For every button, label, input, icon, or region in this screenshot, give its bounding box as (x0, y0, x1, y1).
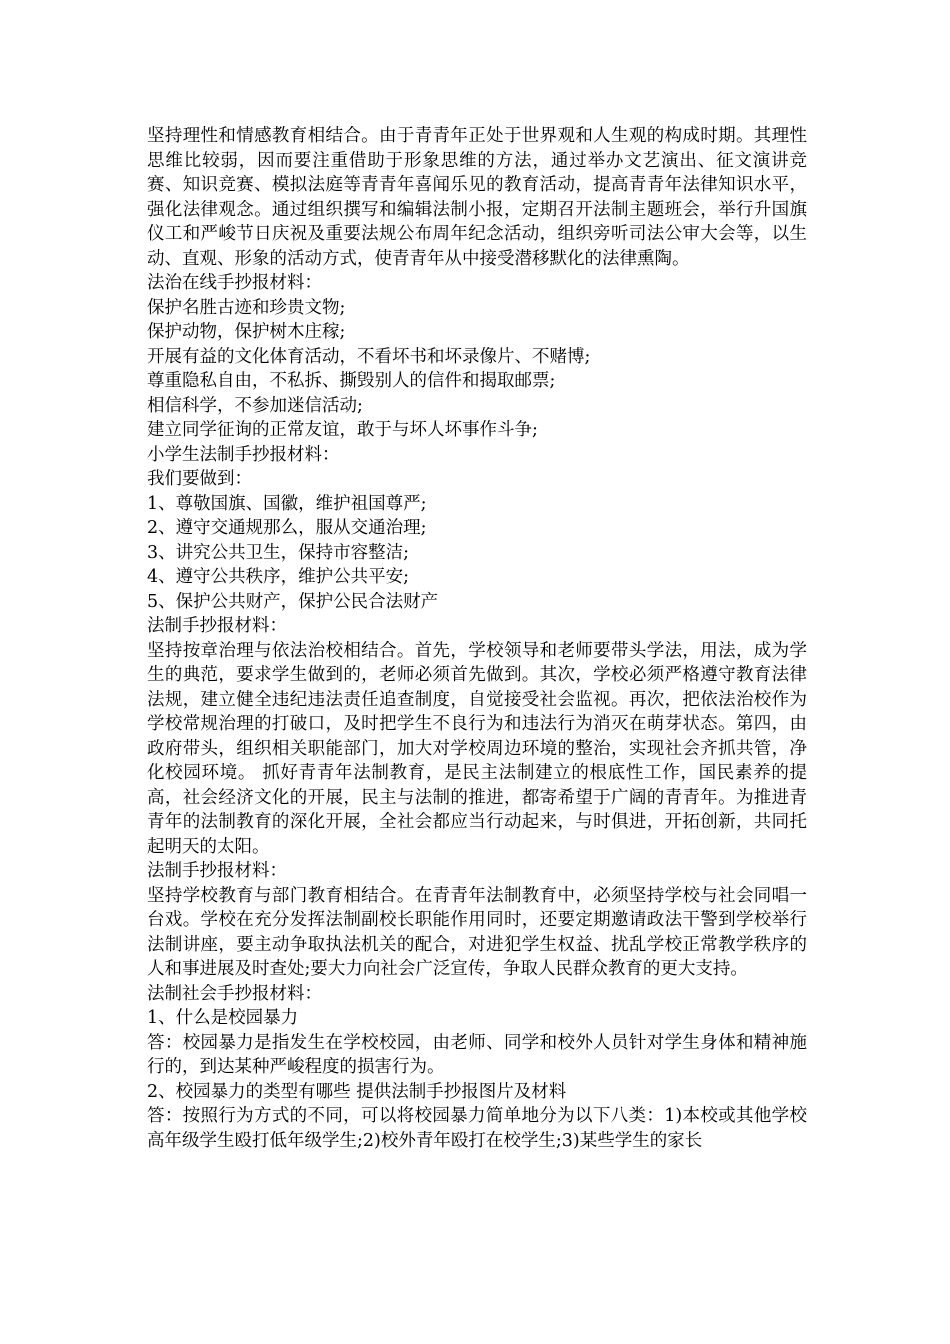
list-item: 4、遵守公共秩序，维护公共平安; (147, 567, 410, 587)
document-body (147, 124, 807, 1153)
heading-pupil-legal-material: 小学生法制手抄报材料： (147, 444, 340, 465)
list-item: 相信科学，不参加迷信活动; (147, 395, 363, 416)
list-item: 5、保护公共财产，保护公民合法财产 (147, 591, 439, 612)
list-item: 2、遵守交通规那么，服从交通治理; (147, 518, 427, 538)
list-item: 保护名胜古迹和珍贵文物; (147, 297, 346, 318)
list-item: 尊重隐私自由，不私拆、撕毁别人的信件和揭取邮票; (147, 371, 556, 391)
question-heading: 2、校园暴力的类型有哪些 提供法制手抄报图片及材料 (147, 1081, 567, 1102)
heading-legal-society-material: 法制社会手抄报材料： (147, 983, 322, 1004)
list-item: 保护动物，保护树木庄稼; (147, 322, 346, 342)
paragraph-rational-emotional-education: 坚持理性和情感教育相结合。由于青青年正处于世界观和人生观的构成时期。其理性思维比较弱，因而要注重借助于形象思维的方法，通过举办文艺演出、征文演讲竞赛、知识竞赛、模拟法庭等青青年喜闻乐见的教育活动，提高青青年法律知识水平，强化法律观念。通过组织撰写和编辑法制小报，定期召开法制主题班会，举行升国旗仪工和严峻节日庆祝及重要法规公布周年纪念活动，组织旁听司法公审大会等，以生动、直观、形象的活动方式，使青青年从中接受潜移默化的法律熏陶。 (147, 126, 807, 269)
answer-paragraph: 答：按照行为方式的不同，可以将校园暴力简单地分为以下八类：1)本校或其他学校高年级学生殴打低年级学生;2)校外青年殴打在校学生;3)某些学生的家长 (147, 1106, 807, 1151)
heading-online-rule-of-law: 法治在线手抄报材料： (147, 273, 322, 293)
answer-paragraph: 答：校园暴力是指发生在学校校园，由老师、同学和校外人员针对学生身体和精神施行的，到达某种严峻程度的损害行为。 (147, 1032, 807, 1077)
list-item: 1、尊敬国旗、国徽，维护祖国尊严; (147, 493, 427, 514)
list-intro: 我们要做到： (147, 469, 252, 489)
heading-legal-material: 法制手抄报材料： (147, 616, 287, 636)
list-item: 3、讲究公共卫生，保持市容整洁; (147, 542, 410, 563)
paragraph-school-department-education: 坚持学校教育与部门教育相结合。在青青年法制教育中，必须坚持学校与社会同唱一台戏。学校在充分发挥法制副校长职能作用同时，还要定期邀请政法干警到学校举行法制讲座，要主动争取执法机关的配合，对进犯学生权益、扰乱学校正常教学秩序的人和事进展及时查处;要大力向社会广泛宣传，争取人民群众教育的更大支持。 (147, 885, 807, 979)
question-heading: 1、什么是校园暴力 (147, 1008, 299, 1028)
heading-legal-material: 法制手抄报材料： (147, 861, 287, 881)
paragraph-rule-based-management: 坚持按章治理与依法治校相结合。首先，学校领导和老师要带头学法，用法，成为学生的典范，要求学生做到的，老师必须首先做到。其次，学校必须严格遵守教育法律法规，建立健全违纪违法责任追查制度，自觉接受社会监视。再次，把依法治校作为学校常规治理的打破口，及时把学生不良行为和违法行为消灭在萌芽状态。第四，由政府带头，组织相关职能部门，加大对学校周边环境的整治，实现社会齐抓共管，净化校园环境。 抓好青青年法制教育，是民主法制建立的根底性工作，国民素养的提高，社会经济文化的开展，民主与法制的推进，都寄希望于广阔的青青年。为推进青青年的法制教育的深化开展，全社会都应当行动起来，与时俱进，开拓创新，共同托起明天的太阳。 (147, 640, 807, 857)
list-item: 开展有益的文化体育活动，不看坏书和坏录像片、不赌博; (147, 346, 591, 367)
list-item: 建立同学征询的正常友谊，敢于与坏人坏事作斗争; (147, 420, 538, 440)
